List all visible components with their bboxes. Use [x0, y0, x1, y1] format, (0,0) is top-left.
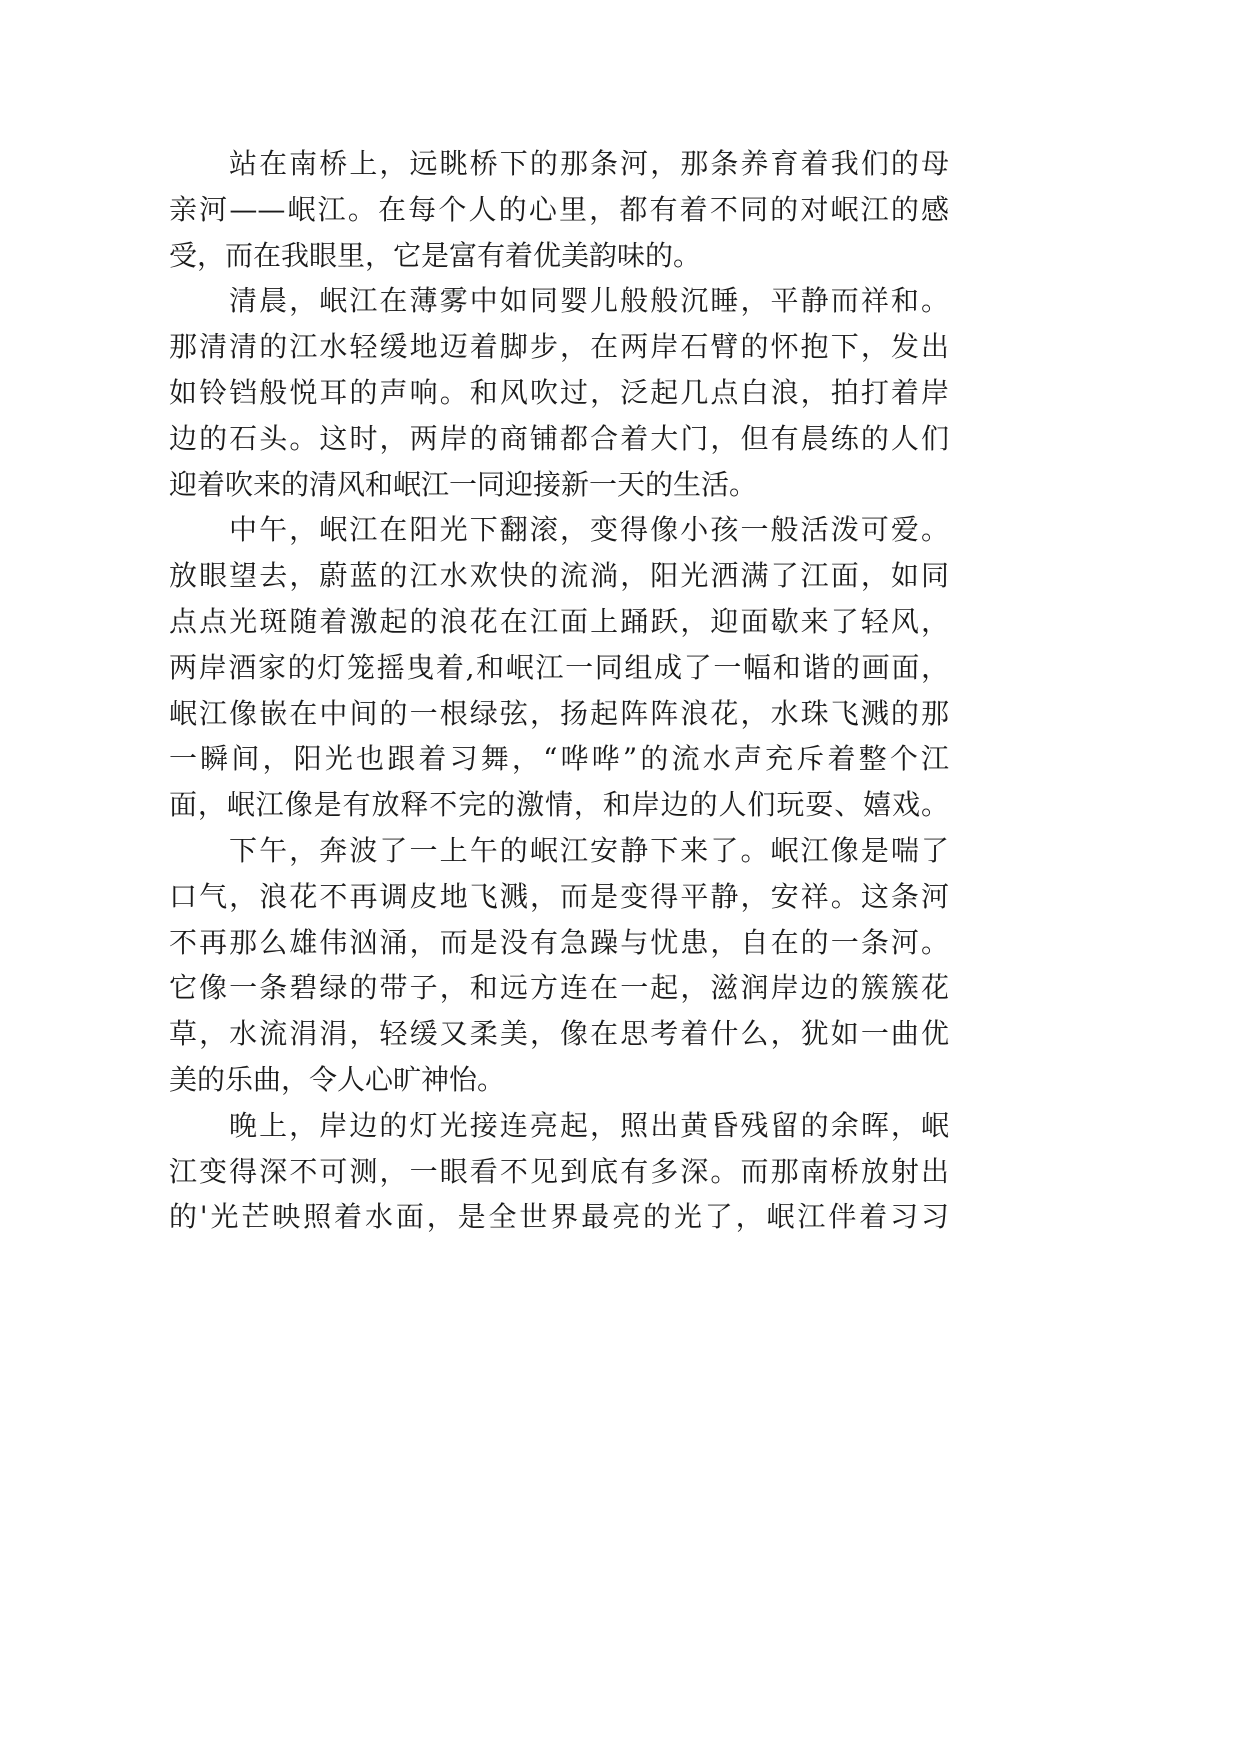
text-line: 迎着吹来的清风和岷江一同迎接新一天的生活。 — [169, 467, 758, 501]
text-line: 那清清的江水轻缓地迈着脚步，在两岸石臂的怀抱下，发出 — [169, 330, 949, 364]
text-line: 如铃铛般悦耳的声响。和风吹过，泛起几点白浪，拍打着岸 — [169, 375, 949, 409]
text-line: 两岸酒家的灯笼摇曳着,和岷江一同组成了一幅和谐的画面， — [169, 650, 949, 684]
paragraph — [169, 141, 949, 278]
text-line: 中午，岷江在阳光下翻滚，变得像小孩一般活泼可爱。 — [229, 513, 949, 547]
text-line: 江变得深不可测，一眼看不见到底有多深。而那南桥放射出 — [169, 1154, 949, 1188]
document-body — [169, 141, 949, 1240]
text-line: 清晨，岷江在薄雾中如同婴儿般般沉睡，平静而祥和。 — [229, 284, 949, 318]
text-line: 草，水流涓涓，轻缓又柔美，像在思考着什么，犹如一曲优 — [169, 1017, 949, 1051]
text-line: 的'光芒映照着水面，是全世界最亮的光了，岷江伴着习习 — [169, 1200, 949, 1234]
paragraph — [169, 278, 949, 507]
text-line: 晚上，岸边的灯光接连亮起，照出黄昏残留的余晖，岷 — [229, 1108, 949, 1142]
text-line: 放眼望去，蔚蓝的江水欢快的流淌，阳光洒满了江面，如同 — [169, 559, 949, 593]
text-line: 面，岷江像是有放释不完的激情，和岸边的人们玩耍、嬉戏。 — [169, 788, 949, 822]
text-line: 亲河——岷江。在每个人的心里，都有着不同的对岷江的感 — [169, 192, 949, 226]
text-line: 不再那么雄伟汹涌，而是没有急躁与忧患，自在的一条河。 — [169, 925, 949, 959]
paragraph — [169, 1103, 949, 1240]
text-line: 下午，奔波了一上午的岷江安静下来了。岷江像是喘了 — [229, 833, 949, 867]
text-line: 受，而在我眼里，它是富有着优美韵味的。 — [169, 238, 702, 272]
text-line: 它像一条碧绿的带子，和远方连在一起，滋润岸边的簇簇花 — [169, 971, 949, 1005]
text-line: 一瞬间，阳光也跟着习舞，“哗哗”的流水声充斥着整个江 — [169, 742, 949, 776]
paragraph — [169, 828, 949, 1103]
text-line: 站在南桥上，远眺桥下的那条河，那条养育着我们的母 — [229, 147, 949, 180]
text-line: 口气，浪花不再调皮地飞溅，而是变得平静，安祥。这条河 — [169, 879, 949, 913]
paragraph — [169, 507, 949, 828]
text-line: 边的石头。这时，两岸的商铺都合着大门，但有晨练的人们 — [169, 421, 949, 455]
text-line: 点点光斑随着激起的浪花在江面上踊跃，迎面歇来了轻风， — [169, 604, 949, 638]
text-line: 美的乐曲，令人心旷神怡。 — [169, 1062, 506, 1096]
text-line: 岷江像嵌在中间的一根绿弦，扬起阵阵浪花，水珠飞溅的那 — [169, 696, 949, 730]
